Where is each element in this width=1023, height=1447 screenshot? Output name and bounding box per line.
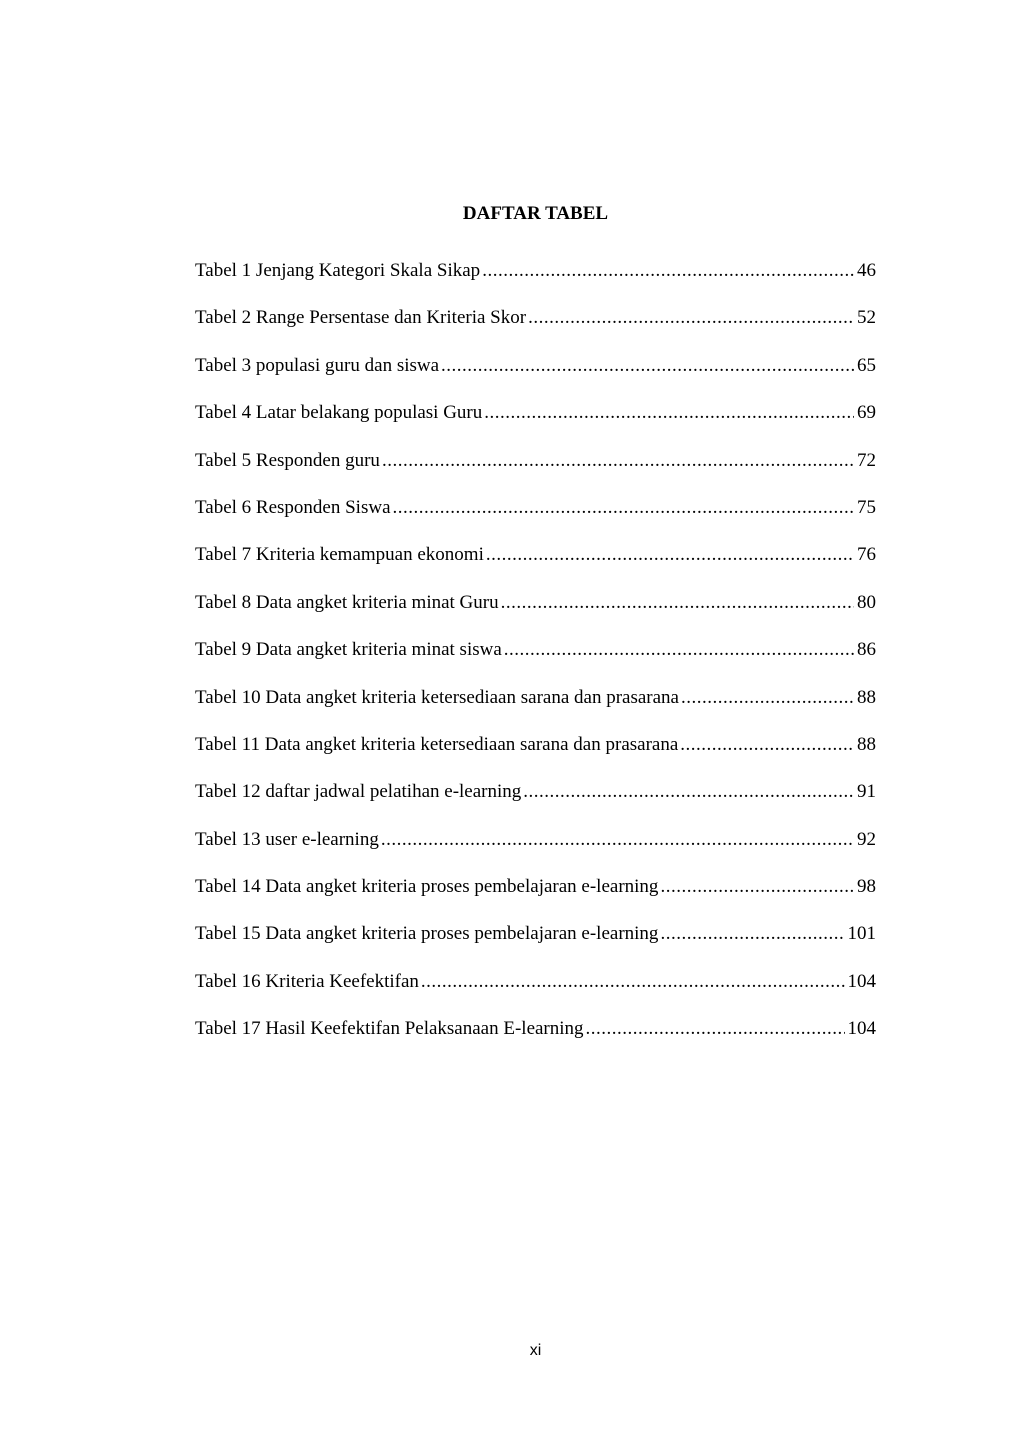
toc-entry-label: Tabel 6 Responden Siswa	[195, 496, 391, 518]
toc-entry-label: Tabel 13 user e-learning	[195, 828, 379, 850]
table-of-contents-list	[195, 259, 876, 1065]
toc-entry[interactable]	[195, 875, 876, 922]
toc-dot-leader	[486, 543, 854, 567]
page-title: DAFTAR TABEL	[462, 203, 609, 224]
toc-dot-leader	[393, 496, 854, 520]
toc-entry-page: 101	[847, 923, 876, 945]
toc-entry-page: 46	[857, 260, 876, 281]
toc-dot-leader	[381, 828, 854, 852]
toc-entry-page: 104	[847, 1018, 876, 1040]
toc-entry-page: 88	[857, 733, 876, 755]
toc-entry[interactable]	[195, 259, 876, 306]
toc-entry[interactable]	[195, 591, 876, 638]
toc-dot-leader	[421, 970, 845, 994]
toc-entry[interactable]	[195, 496, 876, 543]
toc-entry[interactable]	[195, 401, 876, 448]
toc-entry-label: Tabel 4 Latar belakang populasi Guru	[195, 402, 483, 424]
toc-entry-page: 104	[847, 970, 876, 992]
toc-entry-page: 75	[857, 496, 876, 518]
toc-dot-leader	[441, 354, 854, 378]
toc-entry[interactable]	[195, 1017, 876, 1064]
toc-dot-leader	[660, 875, 854, 899]
toc-entry[interactable]	[195, 354, 876, 401]
toc-entry[interactable]	[195, 306, 876, 353]
toc-dot-leader	[586, 1017, 845, 1041]
toc-dot-leader	[382, 449, 854, 473]
toc-dot-leader	[484, 401, 854, 425]
toc-entry-page: 88	[857, 686, 876, 708]
toc-entry-page: 91	[857, 781, 876, 803]
toc-entry-label: Tabel 2 Range Persentase dan Kriteria Skor	[195, 307, 527, 329]
toc-entry-label: Tabel 16 Kriteria Keefektifan	[195, 970, 419, 992]
toc-entry-label: Tabel 11 Data angket kriteria ketersediaan sarana dan prasarana	[195, 733, 679, 755]
toc-entry-label: Tabel 5 Responden guru	[195, 449, 380, 471]
toc-entry-page: 80	[857, 591, 876, 613]
toc-entry[interactable]	[195, 970, 876, 1017]
toc-entry-label: Tabel 15 Data angket kriteria proses pembelajaran e-learning	[195, 923, 659, 945]
toc-entry[interactable]	[195, 780, 876, 827]
toc-entry-page: 69	[857, 402, 876, 424]
toc-entry-label: Tabel 10 Data angket kriteria ketersediaan sarana dan prasarana	[195, 686, 679, 708]
page-number: xi	[529, 1342, 542, 1359]
toc-entry-page: 98	[857, 876, 876, 898]
toc-dot-leader	[501, 591, 854, 615]
toc-dot-leader	[681, 686, 854, 710]
toc-dot-leader	[528, 306, 854, 330]
toc-dot-leader	[660, 922, 844, 946]
toc-entry[interactable]	[195, 449, 876, 496]
toc-entry-label: Tabel 3 populasi guru dan siswa	[195, 354, 440, 376]
toc-entry-label: Tabel 12 daftar jadwal pelatihan e-learning	[195, 781, 522, 803]
toc-entry-page: 86	[857, 639, 876, 661]
toc-entry-page: 52	[857, 307, 876, 329]
toc-entry-label: Tabel 7 Kriteria kemampuan ekonomi	[195, 544, 484, 566]
toc-entry[interactable]	[195, 638, 876, 685]
toc-entry[interactable]	[195, 543, 876, 590]
toc-entry-label: Tabel 1 Jenjang Kategori Skala Sikap	[195, 260, 481, 281]
toc-entry-page: 72	[857, 449, 876, 471]
toc-entry-label: Tabel 9 Data angket kriteria minat siswa	[195, 639, 502, 661]
toc-dot-leader	[482, 259, 854, 283]
toc-dot-leader	[523, 780, 854, 804]
toc-entry-page: 92	[857, 828, 876, 850]
toc-dot-leader	[504, 638, 854, 662]
toc-entry[interactable]	[195, 733, 876, 780]
toc-entry[interactable]	[195, 828, 876, 875]
toc-entry-page: 76	[857, 544, 876, 566]
toc-dot-leader	[680, 733, 854, 757]
toc-entry[interactable]	[195, 686, 876, 733]
toc-entry[interactable]	[195, 922, 876, 969]
toc-entry-label: Tabel 17 Hasil Keefektifan Pelaksanaan E-learning	[195, 1018, 584, 1040]
toc-entry-label: Tabel 14 Data angket kriteria proses pembelajaran e-learning	[195, 876, 659, 898]
toc-entry-label: Tabel 8 Data angket kriteria minat Guru	[195, 591, 499, 613]
toc-entry-page: 65	[857, 354, 876, 376]
